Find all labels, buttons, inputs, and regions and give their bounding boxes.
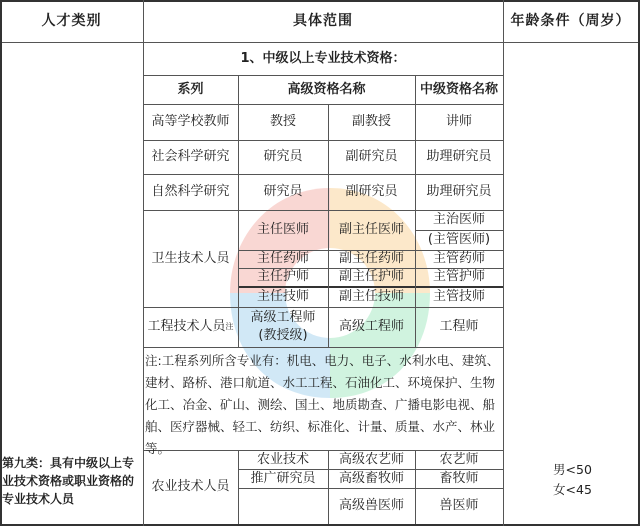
row-middle: 农艺师 <box>439 451 479 467</box>
row-senior: 研究员 <box>263 184 303 200</box>
row-middle: 兽医师 <box>439 498 479 514</box>
row-middle: 主管技师 <box>432 289 485 305</box>
row-middle: 主管护师 <box>432 269 485 285</box>
row-senior: 高级工程师(教授级) <box>250 310 316 343</box>
row-vice-senior: 副主任药师 <box>338 251 404 267</box>
row-vice-senior: 副主任护师 <box>338 269 404 285</box>
row-middle-extra: (主管医师) <box>427 232 491 248</box>
header-age: 年龄条件（周岁） <box>510 12 631 29</box>
row-vice-senior: 高级工程师 <box>338 319 404 335</box>
row-series: 卫生技术人员 <box>151 250 230 266</box>
engineer-note-mark: 注 <box>225 321 234 331</box>
row-senior: 农业技术 <box>256 451 309 467</box>
row-senior: 主任药师 <box>256 251 309 267</box>
row-vice-senior: 副研究员 <box>345 149 398 165</box>
engineering-note: 注:工程系列所含专业有：机电、电力、电子、水利水电、建筑、建材、路桥、港口航道、水工工程、石油化工、环境保护、生物化工、冶金、矿山、测绘、国土、地质勘查、广播电影电视、船舶、医疗器械、轻工、纺织、标准化、计量、质量、水产、林业等。 <box>145 353 500 456</box>
row-vice-senior: 副主任技师 <box>338 289 404 305</box>
row-middle: 讲师 <box>445 114 472 130</box>
row-middle: 主管药师 <box>432 251 485 267</box>
engineer-series-label: 工程技术人员 <box>147 319 226 335</box>
row-series: 自然科学研究 <box>151 184 230 200</box>
age-female: 女<45 <box>553 482 592 497</box>
row-vice-senior: 高级农艺师 <box>338 451 404 467</box>
row-middle: 助理研究员 <box>426 149 492 165</box>
section-title: 1、中级以上专业技术资格： <box>240 50 406 66</box>
row-senior: 主任护师 <box>256 269 309 285</box>
age-condition <box>505 460 640 500</box>
row-senior: 主任医师 <box>256 222 309 238</box>
subheader-series: 系列 <box>177 81 204 97</box>
row-vice-senior: 副研究员 <box>345 184 398 200</box>
row-senior: 主任技师 <box>256 289 309 305</box>
row-series: 高等学校教师 <box>151 114 230 130</box>
header-category: 人才类别 <box>41 12 102 29</box>
row-vice-senior: 高级畜牧师 <box>338 470 404 486</box>
row-senior: 教授 <box>269 114 296 130</box>
subheader-middle: 中级资格名称 <box>419 81 498 97</box>
row-middle: 主治医师 <box>432 212 485 228</box>
row-senior: 推广研究员 <box>250 470 316 486</box>
row-series <box>143 307 238 347</box>
row-series: 社会科学研究 <box>151 149 230 165</box>
row-middle: 助理研究员 <box>426 184 492 200</box>
row-series: 农业技术人员 <box>151 479 230 495</box>
category-label: 第九类：具有中级以上专业技术资格或职业资格的专业技术人员 <box>2 456 135 506</box>
row-vice-senior: 副主任医师 <box>338 222 404 238</box>
age-male: 男<50 <box>553 462 592 477</box>
row-middle: 畜牧师 <box>439 470 479 486</box>
row-vice-senior: 副教授 <box>351 114 391 130</box>
subheader-senior: 高级资格名称 <box>287 81 366 97</box>
row-senior: 研究员 <box>263 149 303 165</box>
row-vice-senior: 高级兽医师 <box>338 498 404 514</box>
row-middle: 工程师 <box>439 319 479 335</box>
header-scope: 具体范围 <box>293 12 353 29</box>
